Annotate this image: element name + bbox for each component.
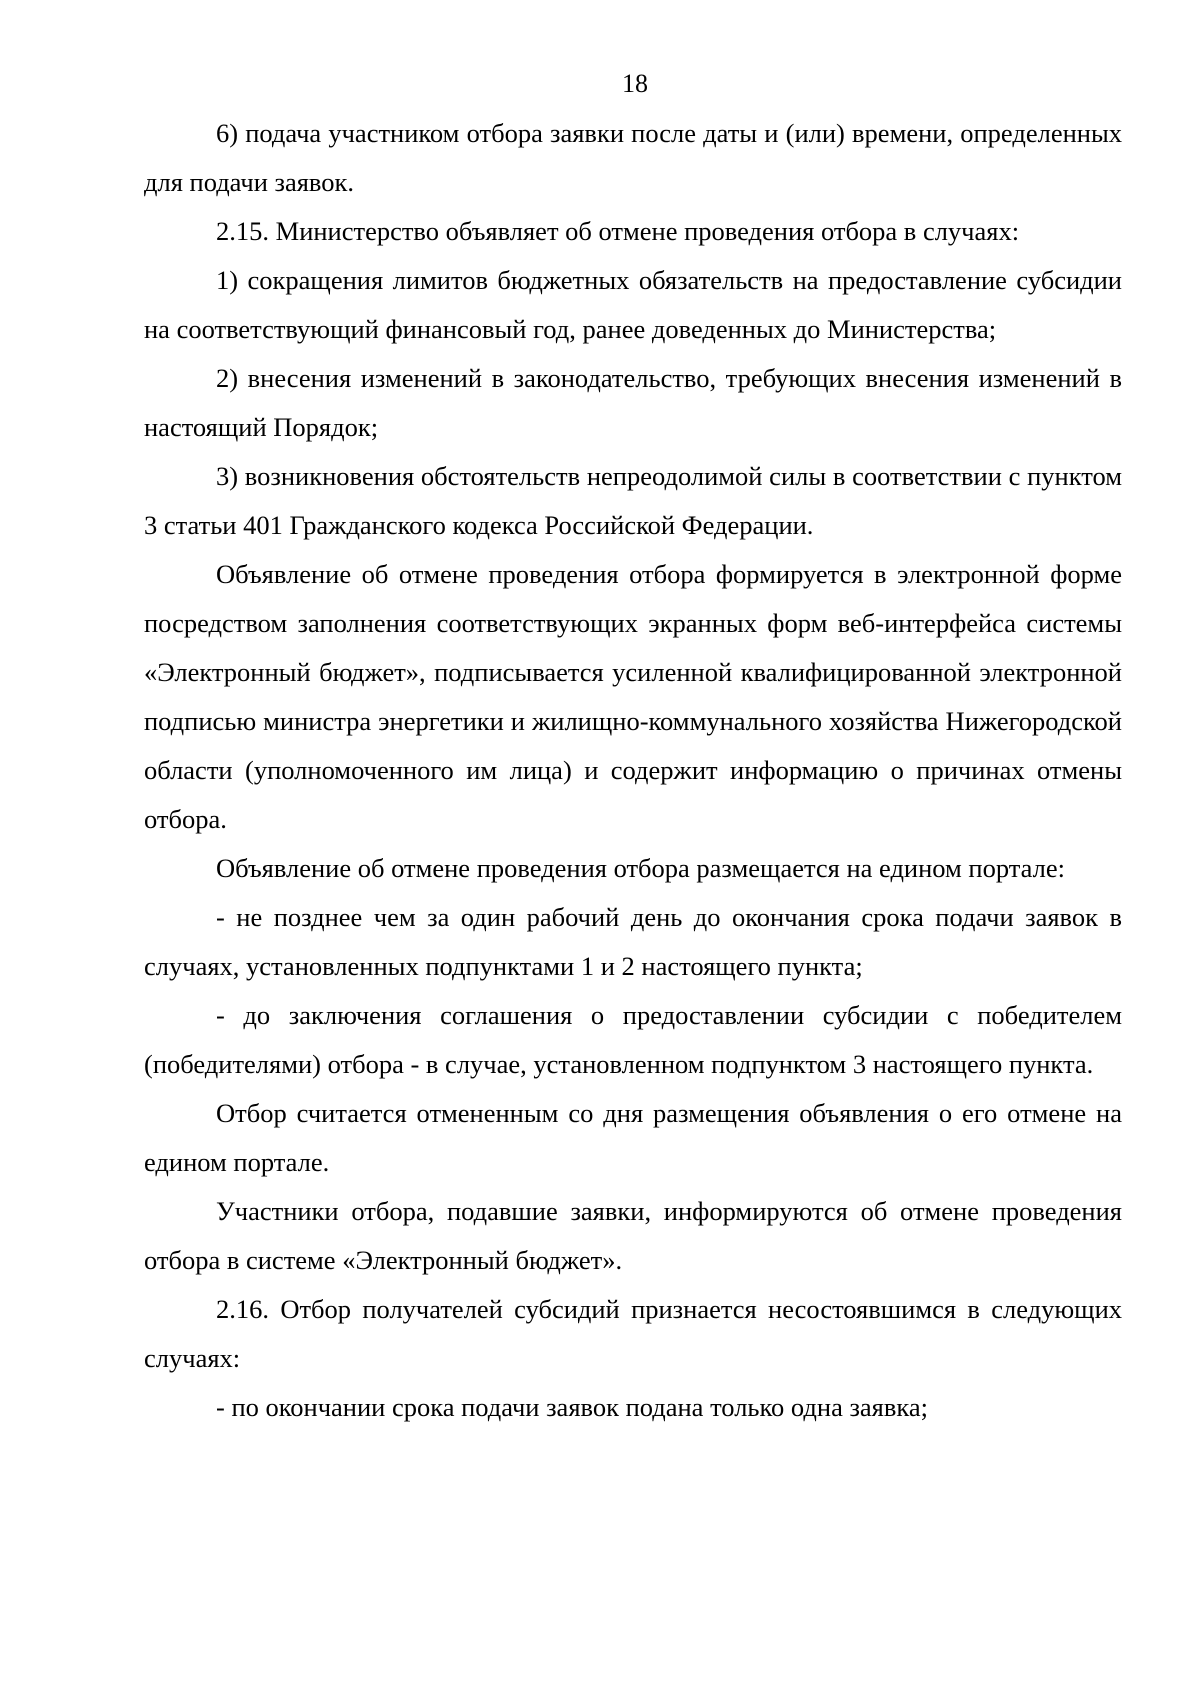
document-body	[144, 109, 1122, 1432]
paragraph-dash-agreement: - до заключения соглашения о предоставлении субсидии с победителем (победителями) отбора - в случае, установленном подпунктом 3 настоящего пункта.	[144, 1000, 1122, 1079]
paragraph-dash-single-application: - по окончании срока подачи заявок подана только одна заявка;	[216, 1392, 928, 1422]
paragraph-item-1-budget-limits: 1) сокращения лимитов бюджетных обязательств на предоставление субсидии на соответствующий финансовый год, ранее доведенных до Министерства;	[144, 265, 1122, 344]
paragraph-item-6-late-submission: 6) подача участником отбора заявки после даты и (или) времени, определенных для подачи заявок.	[144, 118, 1122, 197]
paragraph-dash-deadline: - не позднее чем за один рабочий день до окончания срока подачи заявок в случаях, установленных подпунктами 1 и 2 настоящего пункта;	[144, 902, 1122, 981]
paragraph-item-3-force-majeure: 3) возникновения обстоятельств непреодолимой силы в соответствии с пунктом 3 статьи 401 Гражданского кодекса Российской Федерации.	[144, 461, 1122, 540]
paragraph-selection-cancelled: Отбор считается отмененным со дня размещения объявления о его отмене на едином портале.	[144, 1098, 1122, 1177]
paragraph-cancellation-notice-portal: Объявление об отмене проведения отбора размещается на едином портале:	[216, 853, 1066, 883]
paragraph-section-2-16: 2.16. Отбор получателей субсидий признается несостоявшимся в следующих случаях:	[144, 1294, 1122, 1373]
paragraph-cancellation-notice-form: Объявление об отмене проведения отбора формируется в электронной форме посредством заполнения соответствующих экранных форм веб-интерфейса системы «Электронный бюджет», подписывается усиленной квалифицированной электронной подписью министра энергетики и жилищно-коммунального хозяйства Нижегородской области (уполномоченного им лица) и содержит информацию о причинах отмены отбора.	[144, 559, 1122, 834]
paragraph-item-2-legislation: 2) внесения изменений в законодательство, требующих внесения изменений в настоящий Порядок;	[144, 363, 1122, 442]
page-number: 18	[622, 69, 648, 98]
paragraph-participants-informed: Участники отбора, подавшие заявки, информируются об отмене проведения отбора в системе «Электронный бюджет».	[144, 1196, 1122, 1275]
paragraph-section-2-15: 2.15. Министерство объявляет об отмене проведения отбора в случаях:	[216, 216, 1020, 246]
